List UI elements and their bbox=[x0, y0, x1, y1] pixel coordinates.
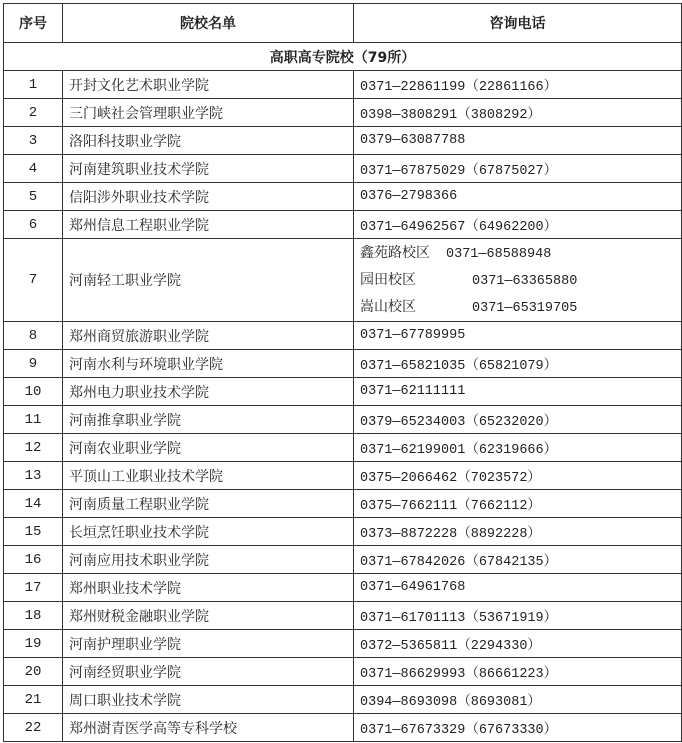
row-number: 12 bbox=[4, 434, 63, 462]
table-row bbox=[4, 574, 682, 602]
phone-number: 0394—8693098（8693081） bbox=[354, 686, 682, 714]
phone-number: 0376—2798366 bbox=[354, 183, 682, 211]
header-num: 序号 bbox=[4, 4, 63, 43]
row-number: 11 bbox=[4, 406, 63, 434]
phone-number: 0375—7662111（7662112） bbox=[354, 490, 682, 518]
phone-number: 0371—64962567（64962200） bbox=[354, 211, 682, 239]
school-name: 河南推拿职业学院 bbox=[63, 406, 354, 434]
campus-phone bbox=[360, 240, 681, 267]
campus-name: 嵩山校区 bbox=[360, 298, 416, 315]
row-number: 14 bbox=[4, 490, 63, 518]
phone-number: 0371—22861199（22861166） bbox=[354, 71, 682, 99]
school-name: 郑州澍青医学高等专科学校 bbox=[63, 714, 354, 742]
row-number: 15 bbox=[4, 518, 63, 546]
row-number: 6 bbox=[4, 211, 63, 239]
row-number: 8 bbox=[4, 322, 63, 350]
phone-number: 0371—86629993（86661223） bbox=[354, 658, 682, 686]
school-contact-table bbox=[3, 3, 682, 742]
school-name: 长垣烹饪职业技术学院 bbox=[63, 518, 354, 546]
table-row bbox=[4, 99, 682, 127]
table-row bbox=[4, 350, 682, 378]
phone-number: 0371—67875029（67875027） bbox=[354, 155, 682, 183]
phone-number: 0373—8872228（8892228） bbox=[354, 518, 682, 546]
phone-number: 0372—5365811（2294330） bbox=[354, 630, 682, 658]
row-number: 9 bbox=[4, 350, 63, 378]
row-number: 18 bbox=[4, 602, 63, 630]
row-number: 22 bbox=[4, 714, 63, 742]
school-name: 周口职业技术学院 bbox=[63, 686, 354, 714]
section-row bbox=[4, 43, 682, 71]
school-name: 三门峡社会管理职业学院 bbox=[63, 99, 354, 127]
phone-number: 0375—2066462（7023572） bbox=[354, 462, 682, 490]
row-number: 21 bbox=[4, 686, 63, 714]
table-row bbox=[4, 490, 682, 518]
table-row bbox=[4, 434, 682, 462]
row-number: 7 bbox=[4, 239, 63, 322]
table-row bbox=[4, 714, 682, 742]
table-row bbox=[4, 71, 682, 99]
school-name: 郑州电力职业技术学院 bbox=[63, 378, 354, 406]
header-phone: 咨询电话 bbox=[354, 4, 682, 43]
school-name: 河南经贸职业学院 bbox=[63, 658, 354, 686]
table-row bbox=[4, 686, 682, 714]
school-name: 河南质量工程职业学院 bbox=[63, 490, 354, 518]
section-title: 高职高专院校（79所） bbox=[4, 43, 682, 71]
table-row bbox=[4, 378, 682, 406]
table-row bbox=[4, 518, 682, 546]
table-row bbox=[4, 322, 682, 350]
row-number: 10 bbox=[4, 378, 63, 406]
table-row bbox=[4, 462, 682, 490]
phone-number: 0371—61701113（53671919） bbox=[354, 602, 682, 630]
campus-name: 园田校区 bbox=[360, 271, 416, 288]
row-number: 5 bbox=[4, 183, 63, 211]
school-name: 平顶山工业职业技术学院 bbox=[63, 462, 354, 490]
campus-name: 鑫苑路校区 bbox=[360, 244, 430, 261]
table-row bbox=[4, 658, 682, 686]
table-row bbox=[4, 127, 682, 155]
school-name: 郑州财税金融职业学院 bbox=[63, 602, 354, 630]
row-number: 19 bbox=[4, 630, 63, 658]
school-name: 河南水利与环境职业学院 bbox=[63, 350, 354, 378]
table-header-row bbox=[4, 4, 682, 43]
table-row bbox=[4, 239, 682, 322]
phone-number: 0379—65234003（65232020） bbox=[354, 406, 682, 434]
phone-number: 0371—62199001（62319666） bbox=[354, 434, 682, 462]
school-name: 河南应用技术职业学院 bbox=[63, 546, 354, 574]
phone-number: 0371—65821035（65821079） bbox=[354, 350, 682, 378]
phone-number: 0371—64961768 bbox=[354, 574, 682, 602]
phone-number: 0371—65319705 bbox=[472, 300, 578, 316]
school-name: 洛阳科技职业学院 bbox=[63, 127, 354, 155]
school-name: 开封文化艺术职业学院 bbox=[63, 71, 354, 99]
school-name: 信阳涉外职业技术学院 bbox=[63, 183, 354, 211]
school-name: 河南农业职业学院 bbox=[63, 434, 354, 462]
row-number: 1 bbox=[4, 71, 63, 99]
phone-number: 0371—67673329（67673330） bbox=[354, 714, 682, 742]
phone-number: 0379—63087788 bbox=[354, 127, 682, 155]
table-row bbox=[4, 211, 682, 239]
table-row bbox=[4, 546, 682, 574]
phone-number: 0371—62111111 bbox=[354, 378, 682, 406]
table-row bbox=[4, 183, 682, 211]
row-number: 3 bbox=[4, 127, 63, 155]
table-row bbox=[4, 406, 682, 434]
row-number: 13 bbox=[4, 462, 63, 490]
school-name: 郑州信息工程职业学院 bbox=[63, 211, 354, 239]
school-name: 郑州职业技术学院 bbox=[63, 574, 354, 602]
header-name: 院校名单 bbox=[63, 4, 354, 43]
school-name: 河南护理职业学院 bbox=[63, 630, 354, 658]
school-name: 河南建筑职业技术学院 bbox=[63, 155, 354, 183]
table-row bbox=[4, 155, 682, 183]
row-number: 16 bbox=[4, 546, 63, 574]
phone-number: 0371—63365880 bbox=[472, 273, 578, 289]
row-number: 17 bbox=[4, 574, 63, 602]
school-name: 河南轻工职业学院 bbox=[63, 239, 354, 322]
phone-number: 0371—67789995 bbox=[354, 322, 682, 350]
table-row bbox=[4, 630, 682, 658]
campus-phone bbox=[360, 294, 681, 321]
campus-phone bbox=[360, 267, 681, 294]
row-number: 4 bbox=[4, 155, 63, 183]
row-number: 2 bbox=[4, 99, 63, 127]
phone-number: 0398—3808291（3808292） bbox=[354, 99, 682, 127]
row-number: 20 bbox=[4, 658, 63, 686]
campus-phone-list bbox=[354, 239, 682, 322]
phone-number: 0371—68588948 bbox=[446, 246, 552, 262]
phone-number: 0371—67842026（67842135） bbox=[354, 546, 682, 574]
table-row bbox=[4, 602, 682, 630]
school-name: 郑州商贸旅游职业学院 bbox=[63, 322, 354, 350]
